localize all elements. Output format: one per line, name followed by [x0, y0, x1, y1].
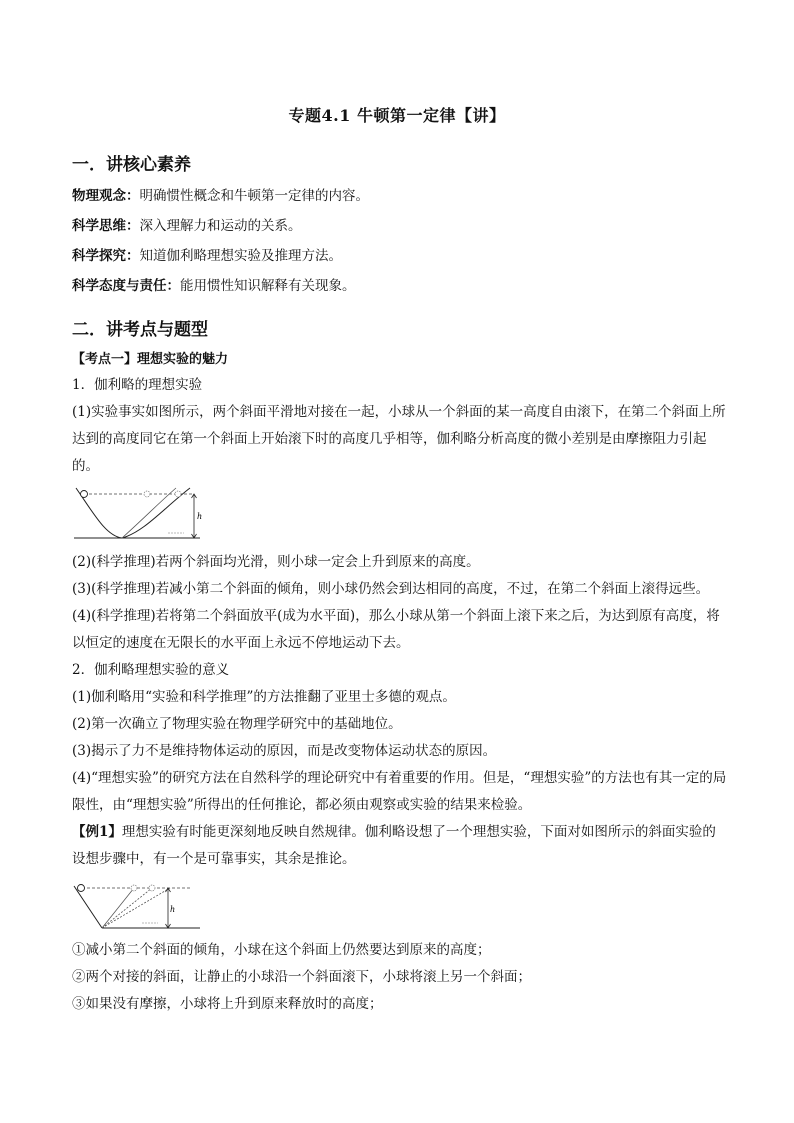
paragraph-reasoning-3: (3)(科学推理)若减小第二个斜面的倾角，则小球仍然会到达相同的高度，不过，在第二个斜面上滚得远些。 [72, 581, 710, 597]
paragraph-reasoning-2: (2)(科学推理)若两个斜面均光滑，则小球一定会上升到原来的高度。 [72, 554, 480, 570]
page-title: 专题4.1 牛顿第一定律【讲】 [288, 106, 506, 125]
core-item-3 [72, 243, 732, 270]
core-item-text: 明确惯性概念和牛顿第一定律的内容。 [139, 188, 369, 204]
core-item-label: 科学思维： [72, 218, 140, 234]
figure-label-h: h [170, 905, 176, 914]
step-2: ②两个对接的斜面，让静止的小球沿一个斜面滚下，小球将滚上另一个斜面； [72, 969, 531, 985]
core-item-label: 科学探究： [72, 248, 140, 264]
example-label: 【例1】 [72, 824, 122, 840]
example-text: 理想实验有时能更深刻地反映自然规律。伽利略设想了一个理想实验，下面对如图所示的斜面实验的设想步骤中，有一个是可靠事实，其余是推论。 [72, 824, 716, 867]
core-item-4 [72, 273, 732, 300]
figure-label-h: h [197, 512, 203, 521]
paragraph-reasoning-4: (4)(科学推理)若将第二个斜面放平(成为水平面)，那么小球从第一个斜面上滚下来之后，为达到原有高度，将以恒定的速度在无限长的水平面上永远不停地运动下去。 [72, 608, 720, 651]
section2-heading: 二．讲考点与题型 [72, 320, 208, 340]
core-item-text: 知道伽利略理想实验及推理方法。 [139, 248, 342, 264]
step-1: ①减小第二个斜面的倾角，小球在这个斜面上仍然要达到原来的高度； [72, 942, 491, 958]
paragraph-experiment-fact: (1)实验事实如图所示，两个斜面平滑地对接在一起，小球从一个斜面的某一高度自由滚下，在第二个斜面上所达到的高度同它在第一个斜面上开始滚下时的高度几乎相等，伽利略分析高度的微小差别是由摩擦阻力引起的。 [72, 404, 726, 474]
core-item-text: 深入理解力和运动的关系。 [139, 218, 302, 234]
subheading-2: 2．伽利略理想实验的意义 [72, 662, 230, 678]
meaning-1: (1)伽利略用“实验和科学推理”的方法推翻了亚里士多德的观点。 [72, 689, 456, 705]
figure-incline-angles [72, 882, 212, 934]
step-3: ③如果没有摩擦，小球将上升到原来释放时的高度； [72, 996, 383, 1012]
section1-heading: 一．讲核心素养 [72, 155, 191, 175]
example-1 [72, 819, 727, 873]
figure-two-inclines [72, 484, 212, 544]
subheading-1: 1．伽利略的理想实验 [72, 377, 203, 393]
core-item-2 [72, 213, 732, 240]
meaning-2: (2)第一次确立了物理实验在物理学研究中的基础地位。 [72, 716, 402, 732]
meaning-4: (4)“理想实验”的研究方法在自然科学的理论研究中有着重要的作用。但是，“理想实验”的方法也有其一定的局限性，由“理想实验”所得出的任何推论，都必须由观察或实验的结果来检验。 [72, 770, 727, 813]
core-item-label: 物理观念： [72, 188, 140, 204]
core-item-text: 能用惯性知识解释有关现象。 [180, 278, 356, 294]
meaning-3: (3)揭示了力不是维持物体运动的原因，而是改变物体运动状态的原因。 [72, 743, 497, 759]
core-item-label: 科学态度与责任： [72, 278, 180, 294]
kaodian-heading: 【考点一】理想实验的魅力 [72, 352, 229, 367]
core-item-1 [72, 183, 732, 210]
